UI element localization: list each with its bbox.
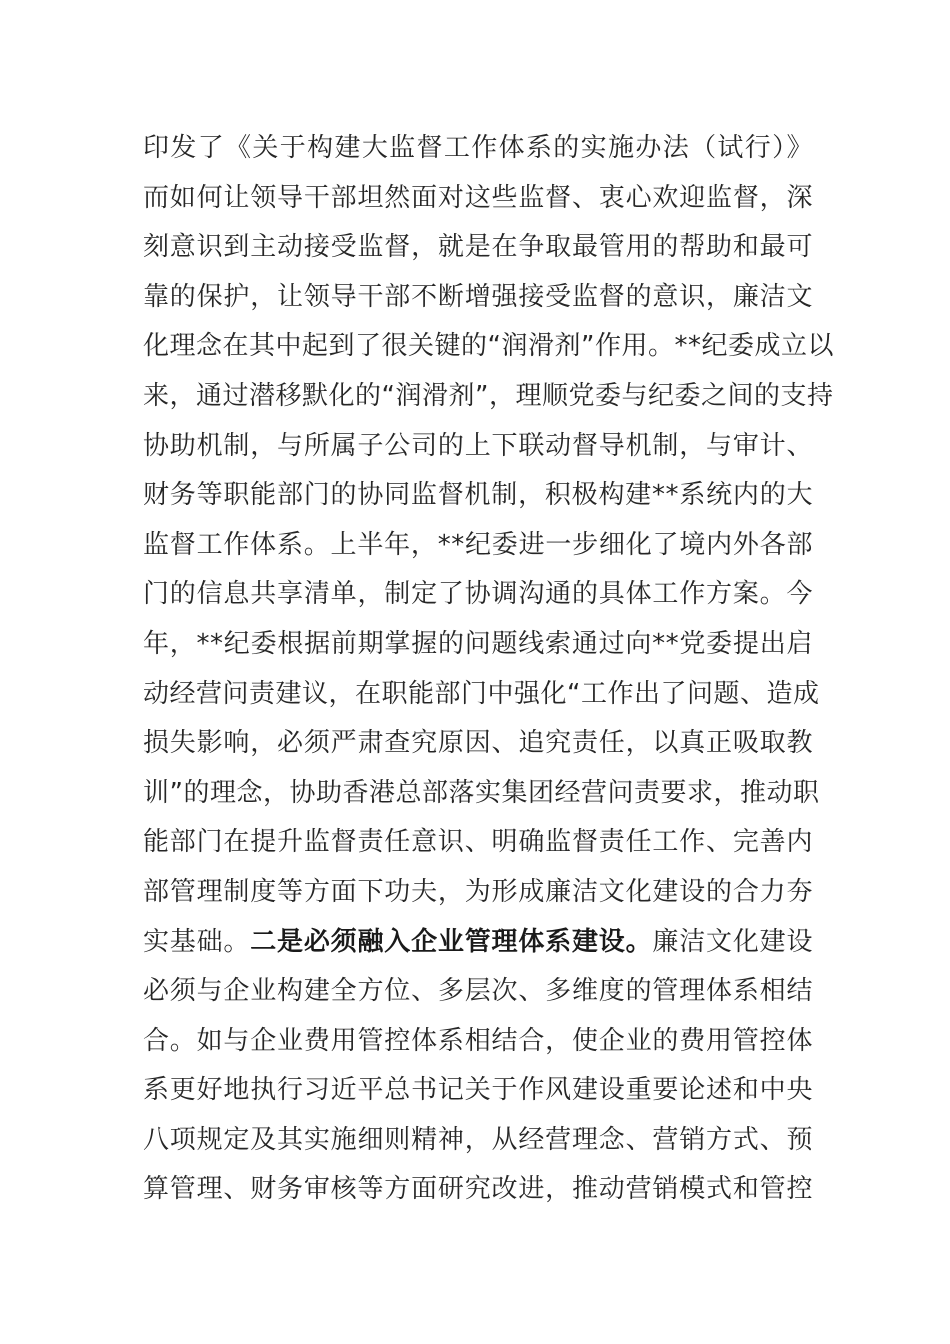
text-segment: 实基础。 [143, 926, 251, 957]
text-line: 来，通过潜移默化的“润滑剂”，理顺党委与纪委之间的支持 [143, 380, 834, 411]
text-line: 而如何让领导干部坦然面对这些监督、衷心欢迎监督，深 [143, 182, 813, 213]
body-paragraph [143, 124, 834, 1215]
text-line: 年，**纪委根据前期掌握的问题线索通过向**党委提出启 [143, 628, 813, 659]
text-line: 训”的理念，协助香港总部落实集团经营问责要求，推动职 [143, 777, 820, 808]
text-line: 八项规定及其实施细则精神，从经营理念、营销方式、预 [143, 1124, 813, 1155]
text-line: 监督工作体系。上半年，**纪委进一步细化了境内外各部 [143, 529, 813, 560]
inline-heading: 二是必须融入企业管理体系建设。 [250, 926, 653, 957]
text-line: 算管理、财务审核等方面研究改进，推动营销模式和管控 [143, 1174, 813, 1205]
text-line: 协助机制，与所属子公司的上下联动督导机制，与审计、 [143, 430, 813, 461]
text-line: 化理念在其中起到了很关键的“润滑剂”作用。**纪委成立以 [143, 331, 834, 362]
text-line: 部管理制度等方面下功夫，为形成廉洁文化建设的合力夯 [143, 876, 813, 907]
text-line: 财务等职能部门的协同监督机制，积极构建**系统内的大 [143, 480, 813, 511]
text-line: 印发了《关于构建大监督工作体系的实施办法（试行）》 [143, 133, 813, 163]
text-line: 动经营问责建议，在职能部门中强化“工作出了问题、造成 [143, 678, 820, 709]
text-line: 刻意识到主动接受监督，就是在争取最管用的帮助和最可 [143, 232, 813, 263]
text-line: 必须与企业构建全方位、多层次、多维度的管理体系相结 [143, 976, 813, 1007]
text-line: 损失影响，必须严肃查究原因、追究责任，以真正吸取教 [143, 728, 813, 759]
text-line-with-heading [143, 918, 813, 968]
text-line: 靠的保护，让领导干部不断增强接受监督的意识，廉洁文 [143, 281, 813, 312]
text-line: 能部门在提升监督责任意识、明确监督责任工作、完善内 [143, 827, 813, 858]
text-line: 合。如与企业费用管控体系相结合，使企业的费用管控体 [143, 1025, 813, 1056]
text-line: 门的信息共享清单，制定了协调沟通的具体工作方案。今 [143, 579, 813, 610]
text-segment: 廉洁文化建设 [652, 926, 813, 957]
text-line: 系更好地执行习近平总书记关于作风建设重要论述和中央 [143, 1075, 813, 1106]
